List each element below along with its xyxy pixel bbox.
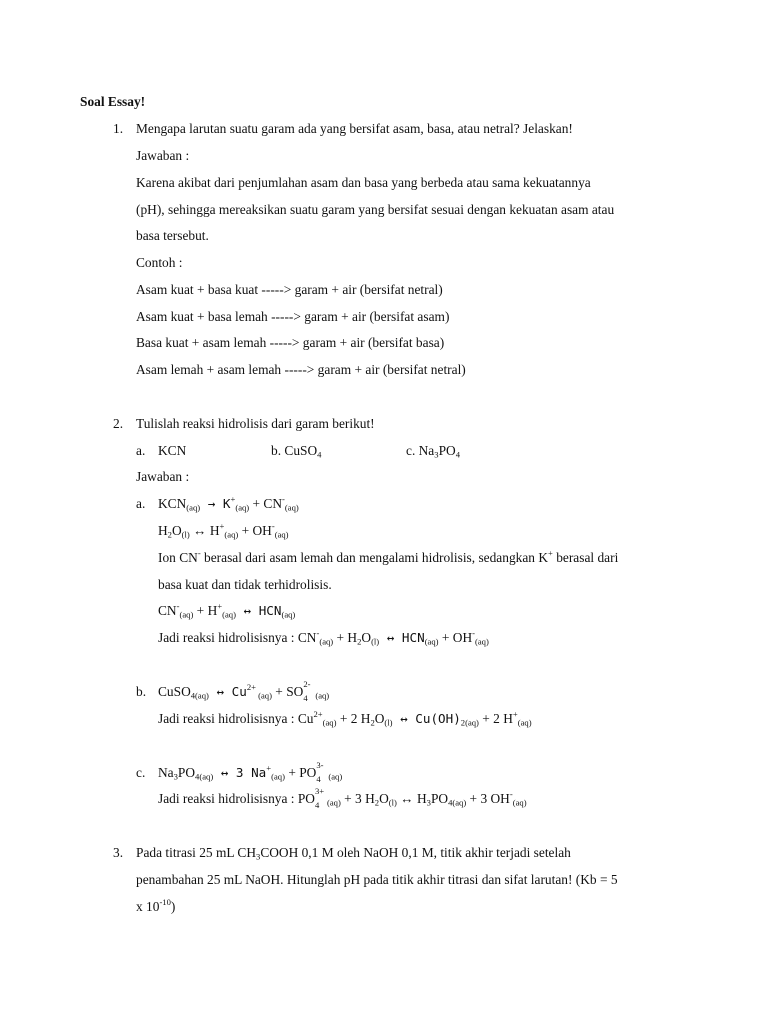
q2c-conclusion: Jadi reaksi hidrolisisnya : PO 3+ 4 $_{(aq)}$ + 3 $H_2O_{(l)}$ ↔ $H_3PO_{4(aq)} + 3$ $OH^-_{(aq)}$ — [158, 786, 527, 810]
q2a-equation-1: $KCN_{(aq)} \to K^+_{(aq)} + CN^-_{(aq)}$ — [158, 494, 299, 513]
q1-answer-line: basa tersebut. — [136, 228, 209, 243]
q1-question: Mengapa larutan suatu garam ada yang bersifat asam, basa, atau netral? Jelaskan! — [136, 121, 573, 136]
q2b-equation: CuSO$_{4(aq)}$ ↔ $Cu^{2+}$ $_{(aq)}$ + SO 2- 4 $_{(aq)}$ — [158, 679, 330, 703]
q2-answer-label: Jawaban : — [136, 469, 190, 484]
q2b-conclusion: Jadi reaksi hidrolisisnya : $Cu^{2+}_{(aq)} + 2$ $H_2O_{(l)}$ ↔ $Cu(OH)_{2(aq)} + 2$ $H^+_{(aq)}$ — [158, 709, 532, 728]
q2c-equation: $Na_3PO_{4(aq)}$ ↔ 3 $Na^+_{(aq)}$ + PO 3- 4 $_{(aq)}$ — [158, 760, 343, 784]
q2a-equation-3: $CN^-_{(aq)} + H^+_{(aq)}$ ↔ $HCN_{(aq)}$ — [158, 601, 296, 620]
q2-option-b: b. CuSO$_4$ — [271, 443, 322, 460]
q1-answer-line: Karena akibat dari penjumlahan asam dan basa yang berbeda atau sama kekuatannya — [136, 175, 591, 190]
q2a-equation-2: $H_2O_{(l)}$ ↔ $H^+_{(aq)} + OH^-_{(aq)}$ — [158, 521, 289, 540]
q2-question: Tulislah reaksi hidrolisis dari garam berikut! — [136, 416, 375, 431]
q2a-explanation: basa kuat dan tidak terhidrolisis. — [158, 577, 332, 592]
q3-question-line: penambahan 25 mL NaOH. Hitunglah pH pada titik akhir titrasi dan sifat larutan! (Kb = 5 — [136, 872, 618, 887]
q3-question-line: x $10^{-10}$) — [136, 897, 176, 914]
q2c-label: c. — [136, 765, 146, 780]
q2-number: 2. — [113, 416, 124, 431]
q1-answer-line: (pH), sehingga mereaksikan suatu garam yang bersifat sesuai dengan kekuatan asam atau — [136, 202, 615, 217]
q3-question-line: Pada titrasi 25 mL $CH_3COOH$ 0,1 M oleh NaOH 0,1 M, titik akhir terjadi setelah — [136, 845, 571, 862]
q2a-label: a. — [136, 496, 146, 511]
q1-example-label: Contoh : — [136, 255, 183, 270]
q1-number: 1. — [113, 121, 124, 136]
q2a-explanation: Ion CN- berasal dari asam lemah dan mengalami hidrolisis, sedangkan K+ berasal dari — [158, 548, 619, 565]
q1-example: Asam kuat + basa lemah -----> garam + air (bersifat asam) — [136, 309, 450, 324]
page-title: Soal Essay! — [80, 94, 146, 109]
q1-answer-label: Jawaban : — [136, 148, 190, 163]
q2b-label: b. — [136, 684, 147, 699]
q2a-conclusion: Jadi reaksi hidrolisisnya : $CN^-_{(aq)} + H_2O_{(l)}$ ↔ $HCN_{(aq)} + OH^-_{(aq)}$ — [158, 628, 489, 647]
q2-option-a: KCN — [158, 443, 187, 458]
q2-option-a-label: a. — [136, 443, 146, 458]
q1-example: Asam kuat + basa kuat -----> garam + air (bersifat netral) — [136, 282, 443, 297]
q1-example: Basa kuat + asam lemah -----> garam + air (bersifat basa) — [136, 335, 445, 350]
q3-number: 3. — [113, 845, 124, 860]
q2-option-c: c. $Na_3PO_4$ — [406, 443, 460, 460]
q1-example: Asam lemah + asam lemah -----> garam + air (bersifat netral) — [136, 362, 466, 377]
